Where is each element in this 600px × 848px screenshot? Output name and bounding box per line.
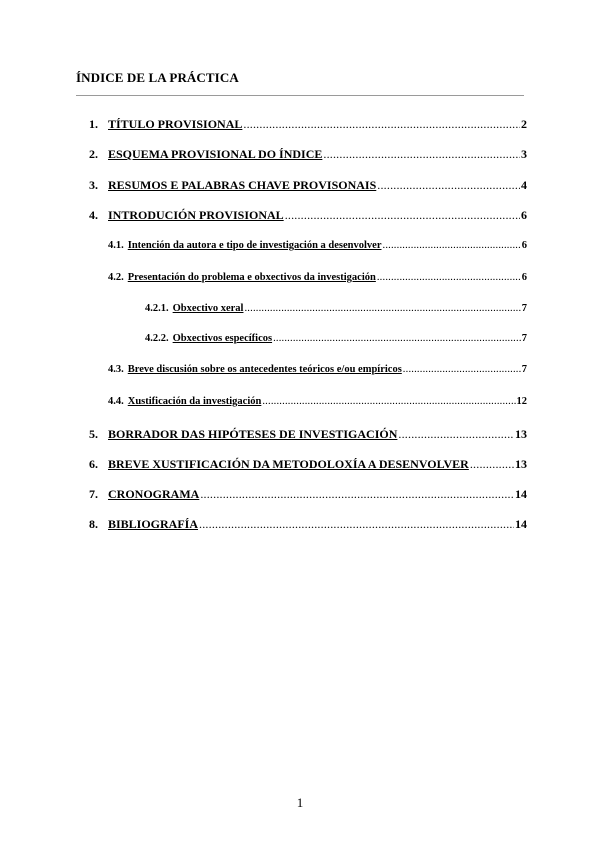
toc-label[interactable]: INTRODUCIÓN PROVISIONAL [108,208,284,222]
toc-page-number: 6 [521,272,527,283]
toc-number: 4. [89,208,98,222]
toc-page-number: 12 [516,396,527,407]
toc-page-number: 13 [515,457,527,471]
toc-page-number: 7 [521,364,527,375]
dot-leader [470,457,514,472]
toc-entry-4-2[interactable] [108,272,527,283]
toc-entry-5[interactable] [89,427,527,442]
toc-label[interactable]: Obxectivos específicos [172,333,273,344]
dot-leader [200,487,514,502]
toc-page-number: 3 [521,147,527,161]
toc-entry-2[interactable] [89,147,527,162]
toc-label[interactable]: CRONOGRAMA [108,487,200,501]
toc-entry-4-2-2[interactable] [145,333,527,344]
dot-leader [323,147,520,162]
page-title: ÍNDICE DE LA PRÁCTICA [76,70,239,85]
dot-leader [398,427,514,442]
toc-number: 8. [89,517,98,531]
toc-label[interactable]: BREVE XUSTIFICACIÓN DA METODOLOXÍA A DESENVOLVER [108,457,469,471]
toc-page-number: 7 [521,303,527,314]
toc-number: 6. [89,457,98,471]
toc-entry-4[interactable] [89,208,527,223]
toc-number: 7. [89,487,98,501]
dot-leader [199,517,514,532]
toc-label[interactable]: Obxectivo xeral [172,303,244,314]
toc-entry-1[interactable] [89,117,527,132]
toc-entry-4-1[interactable] [108,240,527,251]
toc-page-number: 4 [521,178,527,192]
toc-label[interactable]: TÍTULO PROVISIONAL [108,117,243,131]
dot-leader [243,117,520,132]
toc-number: 4.2. [108,272,124,283]
dot-leader [262,396,515,407]
toc-entry-7[interactable] [89,487,527,502]
title-divider [76,95,524,96]
toc-number: 4.4. [108,396,124,407]
toc-page-number: 6 [521,208,527,222]
toc-page-number: 2 [521,117,527,131]
toc-number: 1. [89,117,98,131]
toc-label[interactable]: BIBLIOGRAFÍA [108,517,199,531]
toc-page-number: 13 [515,427,527,441]
dot-leader [383,240,521,251]
toc-entry-8[interactable] [89,517,527,532]
toc-label[interactable]: Presentación do problema e obxectivos da investigación [127,272,376,283]
toc-number: 5. [89,427,98,441]
toc-label[interactable]: Xustificación da investigación [127,396,262,407]
toc-label[interactable]: BORRADOR DAS HIPÓTESES DE INVESTIGACIÓN [108,427,398,441]
toc-entry-6[interactable] [89,457,527,472]
toc-number: 4.2.1. [145,303,169,314]
toc-label[interactable]: ESQUEMA PROVISIONAL DO ÍNDICE [108,147,323,161]
toc-page-number: 14 [515,517,527,531]
toc-entry-4-4[interactable] [108,396,527,407]
toc-number: 3. [89,178,98,192]
toc-entry-3[interactable] [89,178,527,193]
toc-label[interactable]: Intención da autora e tipo de investigación a desenvolver [127,240,382,251]
dot-leader [244,303,520,314]
toc-number: 4.2.2. [145,333,169,344]
dot-leader [377,272,521,283]
page-number: 1 [296,795,304,810]
toc-label[interactable]: Breve discusión sobre os antecedentes teóricos e/ou empíricos [127,364,402,375]
dot-leader [377,178,520,193]
toc-number: 2. [89,147,98,161]
dot-leader [273,333,521,344]
toc-page-number: 14 [515,487,527,501]
toc-entry-4-2-1[interactable] [145,303,527,314]
toc-number: 4.3. [108,364,124,375]
toc-page-number: 6 [521,240,527,251]
dot-leader [403,364,521,375]
toc-number: 4.1. [108,240,124,251]
toc-entry-4-3[interactable] [108,364,527,375]
toc-page-number: 7 [521,333,527,344]
dot-leader [285,208,520,223]
toc-label[interactable]: RESUMOS E PALABRAS CHAVE PROVISONAIS [108,178,377,192]
